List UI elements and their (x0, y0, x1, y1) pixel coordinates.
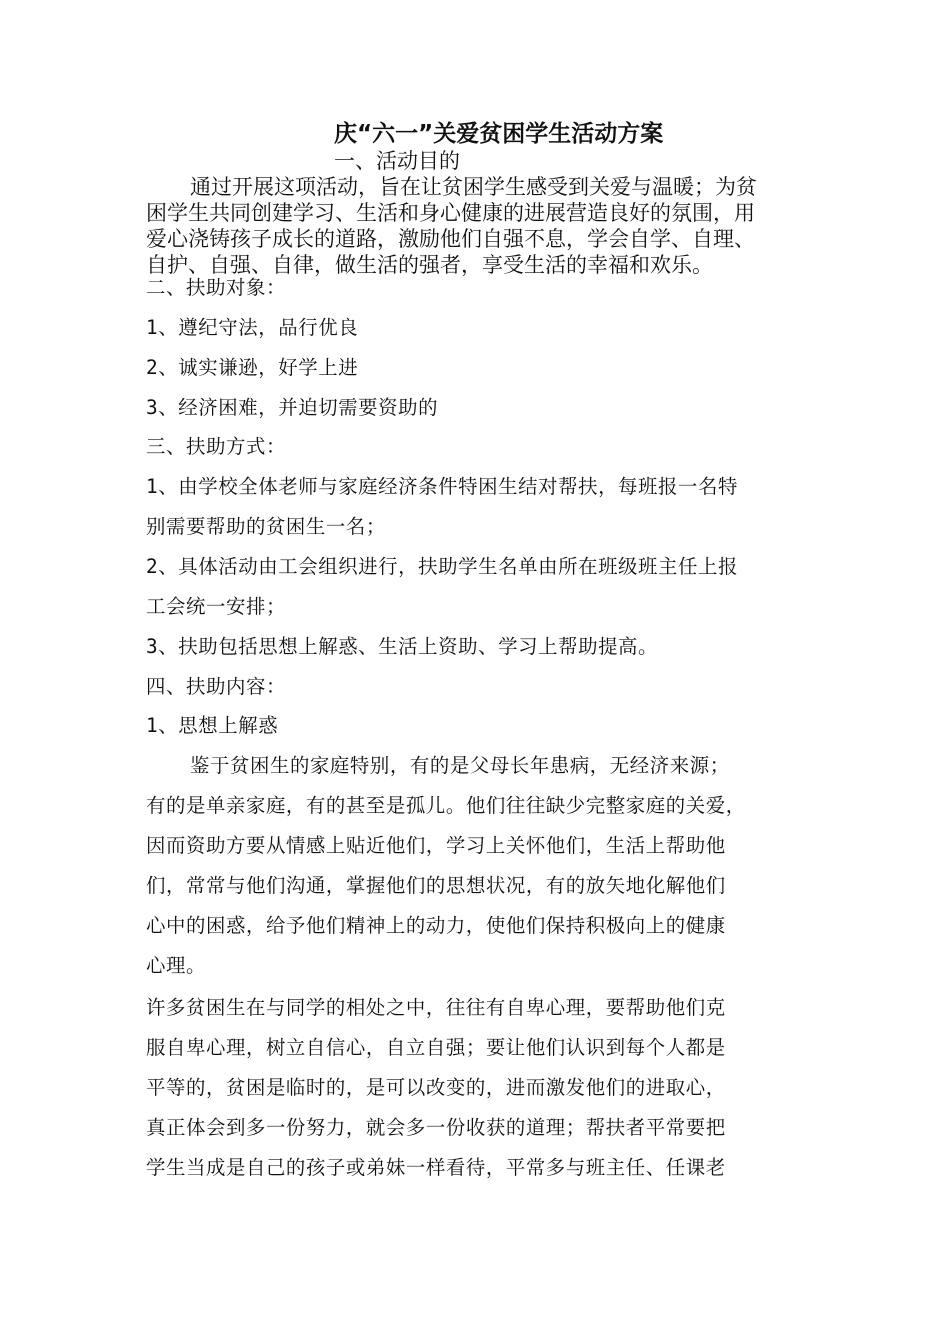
paragraph-line: 工会统一安排； (146, 595, 286, 618)
paragraph-line: 学生当成是自己的孩子或弟妹一样看待，平常多与班主任、任课老 (146, 1156, 726, 1179)
list-item: 3、经济困难，并迫切需要资助的 (146, 396, 439, 419)
paragraph-line: 许多贫困生在与同学的相处之中，往往有自卑心理，要帮助他们克 (146, 996, 726, 1019)
section-heading-content: 四、扶助内容： (146, 675, 286, 698)
list-item: 1、遵纪守法，品行优良 (146, 316, 359, 339)
paragraph-line: 自护、自强、自律，做生活的强者，享受生活的幸福和欢乐。 (146, 253, 713, 277)
paragraph-line: 鉴于贫困生的家庭特别，有的是父母长年患病，无经济来源； (190, 754, 730, 777)
section-heading-targets: 二、扶助对象： (146, 276, 286, 299)
document-title: 庆“六一”关爱贫困学生活动方案 (334, 121, 664, 147)
paragraph-line: 服自卑心理，树立自信心，自立自强；要让他们认识到每个人都是 (146, 1036, 726, 1059)
paragraph-line: 3、扶助包括思想上解惑、生活上资助、学习上帮助提高。 (146, 635, 659, 658)
paragraph-line: 心中的困惑，给予他们精神上的动力，使他们保持积极向上的健康 (146, 914, 726, 937)
paragraph-line: 因而资助方要从情感上贴近他们，学习上关怀他们，生活上帮助他 (146, 834, 726, 857)
paragraph-line: 平等的，贫困是临时的，是可以改变的，进而激发他们的进取心， (146, 1076, 726, 1099)
list-item: 2、诚实谦逊，好学上进 (146, 356, 359, 379)
paragraph-line: 真正体会到多一份努力，就会多一份收获的道理；帮扶者平常要把 (146, 1116, 726, 1139)
paragraph-line: 别需要帮助的贫困生一名； (146, 515, 386, 538)
paragraph-line: 爱心浇铸孩子成长的道路，激励他们自强不息，学会自学、自理、 (146, 227, 755, 251)
paragraph-line: 有的是单亲家庭，有的甚至是孤儿。他们往往缺少完整家庭的关爱， (146, 794, 746, 817)
paragraph-line: 们，常常与他们沟通，掌握他们的思想状况，有的放矢地化解他们 (146, 874, 726, 897)
section-heading-purpose: 一、活动目的 (334, 149, 460, 173)
paragraph-line: 通过开展这项活动，旨在让贫困学生感受到关爱与温暖；为贫 (190, 175, 757, 199)
paragraph-line: 心理。 (146, 954, 206, 977)
paragraph-line: 困学生共同创建学习、生活和身心健康的进展营造良好的氛围，用 (146, 201, 755, 225)
section-heading-methods: 三、扶助方式： (146, 435, 286, 458)
paragraph-line: 2、具体活动由工会组织进行，扶助学生名单由所在班级班主任上报 (146, 555, 739, 578)
paragraph-line: 1、由学校全体老师与家庭经济条件特困生结对帮扶，每班报一名特 (146, 475, 739, 498)
subsection-heading: 1、思想上解惑 (146, 714, 279, 737)
